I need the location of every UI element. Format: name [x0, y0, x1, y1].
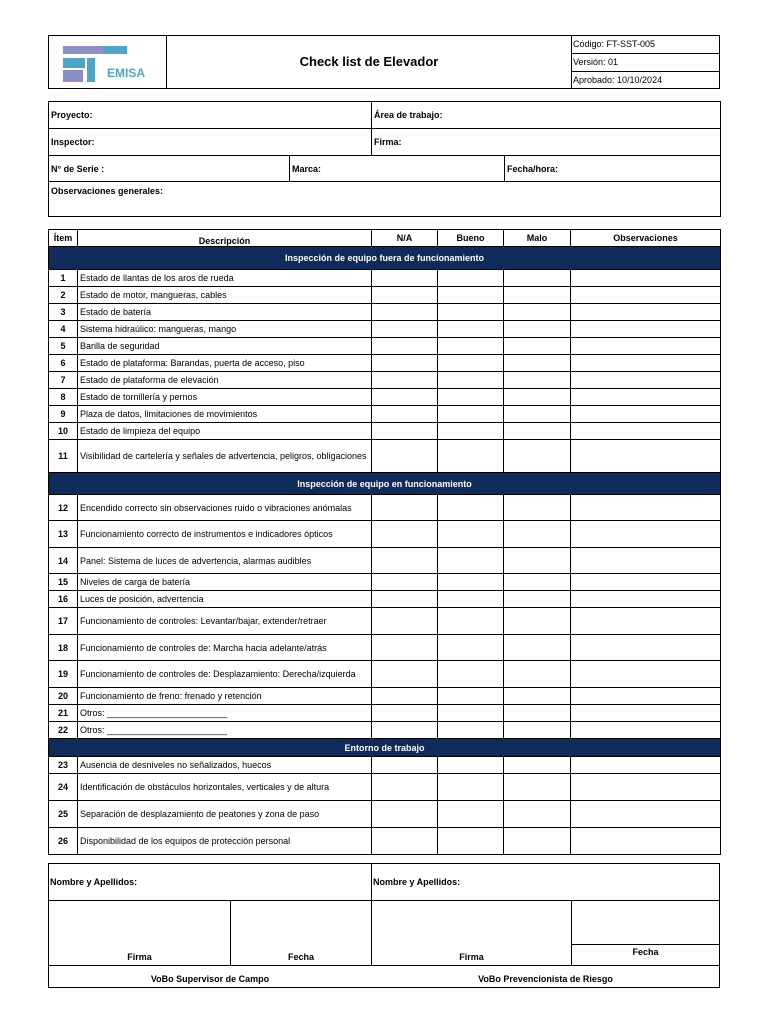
na-cell[interactable] — [372, 574, 438, 591]
bad-cell[interactable] — [504, 304, 571, 321]
item-number: 24 — [49, 774, 78, 801]
checklist-row — [49, 661, 721, 688]
item-description: Funcionamiento de freno: frenado y retención — [78, 688, 372, 705]
item-description: Otros: ________________________ — [78, 705, 372, 722]
bad-cell[interactable] — [504, 270, 571, 287]
observations-cell[interactable] — [571, 304, 721, 321]
observations-cell[interactable] — [571, 270, 721, 287]
observations-cell[interactable] — [571, 661, 721, 688]
item-number: 26 — [49, 828, 78, 855]
observations-field[interactable]: Observaciones generales: — [49, 182, 721, 217]
datetime-field[interactable]: Fecha/hora: — [505, 156, 721, 182]
na-cell[interactable] — [372, 389, 438, 406]
bad-cell[interactable] — [504, 321, 571, 338]
na-cell[interactable] — [372, 521, 438, 548]
na-cell[interactable] — [372, 591, 438, 608]
document-code: Código: FT-SST-005 — [572, 36, 719, 54]
col-bad: Malo — [504, 230, 571, 247]
bad-cell[interactable] — [504, 574, 571, 591]
checklist-row — [49, 423, 721, 440]
bad-cell[interactable] — [504, 521, 571, 548]
good-cell[interactable] — [438, 774, 504, 801]
firma-right-label[interactable]: Firma — [459, 952, 484, 962]
checklist-row — [49, 521, 721, 548]
firma-left-label[interactable]: Firma — [127, 952, 152, 962]
document-version: Versión: 01 — [572, 54, 719, 72]
bad-cell[interactable] — [504, 722, 571, 739]
checklist-row — [49, 406, 721, 423]
observations-cell[interactable] — [571, 635, 721, 661]
item-description: Encendido correcto sin observaciones ruido o vibraciones anómalas — [78, 495, 372, 521]
col-na: N/A — [372, 230, 438, 247]
na-cell[interactable] — [372, 801, 438, 828]
observations-cell[interactable] — [571, 774, 721, 801]
bad-cell[interactable] — [504, 705, 571, 722]
good-cell[interactable] — [438, 440, 504, 473]
work-area-field[interactable]: Área de trabajo: — [372, 102, 721, 129]
item-number: 5 — [49, 338, 78, 355]
item-description: Visibilidad de cartelería y señales de advertencia, peligros, obligaciones — [78, 440, 372, 473]
logo-cell — [49, 36, 167, 88]
logo-text: EMISA — [107, 66, 146, 80]
na-cell[interactable] — [372, 688, 438, 705]
section-title: Inspección de equipo fuera de funcionamiento — [49, 247, 721, 270]
item-number: 2 — [49, 287, 78, 304]
bad-cell[interactable] — [504, 828, 571, 855]
checklist-row — [49, 574, 721, 591]
bad-cell[interactable] — [504, 338, 571, 355]
item-number: 3 — [49, 304, 78, 321]
observations-cell[interactable] — [571, 355, 721, 372]
good-cell[interactable] — [438, 521, 504, 548]
good-cell[interactable] — [438, 757, 504, 774]
observations-cell[interactable] — [571, 495, 721, 521]
na-cell[interactable] — [372, 635, 438, 661]
item-description: Separación de desplazamiento de peatones y zona de paso — [78, 801, 372, 828]
fecha-left-label[interactable]: Fecha — [287, 952, 314, 962]
good-cell[interactable] — [438, 406, 504, 423]
observations-cell[interactable] — [571, 574, 721, 591]
checklist-row — [49, 440, 721, 473]
item-description: Funcionamiento de controles: Levantar/bajar, extender/retraer — [78, 608, 372, 635]
item-number: 21 — [49, 705, 78, 722]
item-number: 10 — [49, 423, 78, 440]
bad-cell[interactable] — [504, 591, 571, 608]
observations-cell[interactable] — [571, 521, 721, 548]
item-number: 17 — [49, 608, 78, 635]
observations-cell[interactable] — [571, 406, 721, 423]
observations-cell[interactable] — [571, 688, 721, 705]
item-description: Estado de motor, mangueras, cables — [78, 287, 372, 304]
item-number: 22 — [49, 722, 78, 739]
item-number: 23 — [49, 757, 78, 774]
observations-cell[interactable] — [571, 423, 721, 440]
fecha-right-label[interactable]: Fecha — [632, 947, 659, 957]
name-right-label: Nombre y Apellidos: — [373, 877, 461, 887]
good-cell[interactable] — [438, 495, 504, 521]
na-cell[interactable] — [372, 828, 438, 855]
good-cell[interactable] — [438, 722, 504, 739]
header-box — [48, 35, 720, 89]
bad-cell[interactable] — [504, 548, 571, 574]
item-number: 1 — [49, 270, 78, 287]
item-description: Luces de posición, advertencia — [78, 591, 372, 608]
checklist-row — [49, 705, 721, 722]
signatures-box — [48, 863, 720, 988]
checklist-row — [49, 774, 721, 801]
checklist-header-row — [49, 230, 721, 247]
observations-cell[interactable] — [571, 722, 721, 739]
bad-cell[interactable] — [504, 801, 571, 828]
section-title: Inspección de equipo en funcionamiento — [49, 473, 721, 495]
item-description: Funcionamiento de controles de: Marcha hacia adelante/atrás — [78, 635, 372, 661]
bad-cell[interactable] — [504, 440, 571, 473]
checklist-row — [49, 801, 721, 828]
item-description: Estado de plataforma: Barandas, puerta de acceso, piso — [78, 355, 372, 372]
checklist-row — [49, 389, 721, 406]
serial-field[interactable]: N° de Serie : — [49, 156, 290, 182]
observations-cell[interactable] — [571, 591, 721, 608]
good-cell[interactable] — [438, 574, 504, 591]
item-number: 20 — [49, 688, 78, 705]
checklist-row — [49, 355, 721, 372]
section-header — [49, 247, 721, 270]
observations-cell[interactable] — [571, 757, 721, 774]
good-cell[interactable] — [438, 688, 504, 705]
good-cell[interactable] — [438, 661, 504, 688]
observations-cell[interactable] — [571, 338, 721, 355]
document-approved: Aprobado: 10/10/2024 — [573, 75, 663, 85]
checklist-row — [49, 304, 721, 321]
good-cell[interactable] — [438, 372, 504, 389]
good-cell[interactable] — [438, 355, 504, 372]
item-description: Panel: Sistema de luces de advertencia, alarmas audibles — [78, 548, 372, 574]
item-number: 15 — [49, 574, 78, 591]
bad-cell[interactable] — [504, 355, 571, 372]
na-cell[interactable] — [372, 304, 438, 321]
observations-cell[interactable] — [571, 287, 721, 304]
item-number: 19 — [49, 661, 78, 688]
vobo-right-label: VoBo Prevencionista de Riesgo — [478, 974, 613, 984]
bad-cell[interactable] — [504, 389, 571, 406]
good-cell[interactable] — [438, 801, 504, 828]
item-description: Ausencia de desniveles no señalizados, huecos — [78, 757, 372, 774]
item-number: 14 — [49, 548, 78, 574]
item-description: Estado de plataforma de elevación — [78, 372, 372, 389]
item-number: 18 — [49, 635, 78, 661]
item-description: Plaza de datos, limitaciones de movimientos — [78, 406, 372, 423]
observations-cell[interactable] — [571, 705, 721, 722]
na-cell[interactable] — [372, 355, 438, 372]
item-description: Estado de batería — [78, 304, 372, 321]
inspector-field[interactable]: Inspector: — [49, 129, 372, 156]
item-number: 12 — [49, 495, 78, 521]
item-number: 13 — [49, 521, 78, 548]
na-cell[interactable] — [372, 440, 438, 473]
good-cell[interactable] — [438, 828, 504, 855]
na-cell[interactable] — [372, 338, 438, 355]
good-cell[interactable] — [438, 548, 504, 574]
good-cell[interactable] — [438, 270, 504, 287]
item-number: 7 — [49, 372, 78, 389]
observations-cell[interactable] — [571, 372, 721, 389]
na-cell[interactable] — [372, 705, 438, 722]
info-table — [48, 101, 721, 217]
item-description: Funcionamiento correcto de instrumentos e indicadores ópticos — [78, 521, 372, 548]
item-description: Otros: ________________________ — [78, 722, 372, 739]
item-description: Niveles de carga de batería — [78, 574, 372, 591]
item-description: Disponibilidad de los equipos de protección personal — [78, 828, 372, 855]
col-description: Descripción — [78, 230, 372, 247]
checklist-row — [49, 608, 721, 635]
item-description: Estado de llantas de los aros de rueda — [78, 270, 372, 287]
observations-cell[interactable] — [571, 608, 721, 635]
item-description: Estado de limpieza del equipo — [78, 423, 372, 440]
na-cell[interactable] — [372, 423, 438, 440]
bad-cell[interactable] — [504, 661, 571, 688]
col-observations: Observaciones — [571, 230, 721, 247]
checklist-row — [49, 548, 721, 574]
good-cell[interactable] — [438, 338, 504, 355]
project-field[interactable]: Proyecto: — [49, 102, 372, 129]
checklist-row — [49, 270, 721, 287]
section-header — [49, 473, 721, 495]
bad-cell[interactable] — [504, 757, 571, 774]
checklist-row — [49, 495, 721, 521]
good-cell[interactable] — [438, 389, 504, 406]
na-cell[interactable] — [372, 321, 438, 338]
na-cell[interactable] — [372, 287, 438, 304]
good-cell[interactable] — [438, 287, 504, 304]
good-cell[interactable] — [438, 608, 504, 635]
item-description: Sistema hidraúlico: mangueras, mango — [78, 321, 372, 338]
section-header — [49, 739, 721, 757]
checklist-row — [49, 321, 721, 338]
checklist-row — [49, 372, 721, 389]
item-number: 16 — [49, 591, 78, 608]
checklist-row — [49, 287, 721, 304]
item-description: Funcionamiento de controles de: Desplazamiento: Derecha/izquierda — [78, 661, 372, 688]
bad-cell[interactable] — [504, 423, 571, 440]
observations-cell[interactable] — [571, 548, 721, 574]
checklist-row — [49, 688, 721, 705]
checklist-row — [49, 828, 721, 855]
checklist-row — [49, 757, 721, 774]
checklist-row — [49, 591, 721, 608]
item-number: 6 — [49, 355, 78, 372]
item-number: 4 — [49, 321, 78, 338]
good-cell[interactable] — [438, 304, 504, 321]
vobo-left-label: VoBo Supervisor de Campo — [150, 974, 270, 984]
item-number: 8 — [49, 389, 78, 406]
checklist-table — [48, 229, 721, 855]
name-left-label: Nombre y Apellidos: — [50, 877, 138, 887]
observations-cell[interactable] — [571, 321, 721, 338]
na-cell[interactable] — [372, 722, 438, 739]
good-cell[interactable] — [438, 591, 504, 608]
bad-cell[interactable] — [504, 495, 571, 521]
bad-cell[interactable] — [504, 287, 571, 304]
bad-cell[interactable] — [504, 635, 571, 661]
section-title: Entorno de trabajo — [49, 739, 721, 757]
meta-cell — [571, 36, 719, 88]
bad-cell[interactable] — [504, 774, 571, 801]
brand-field[interactable]: Marca: — [290, 156, 505, 182]
item-description: Identificación de obstáculos horizontales, verticales y de altura — [78, 774, 372, 801]
item-description: Estado de tornillería y pernos — [78, 389, 372, 406]
na-cell[interactable] — [372, 406, 438, 423]
item-number: 9 — [49, 406, 78, 423]
signature-field[interactable]: Firma: — [372, 129, 721, 156]
good-cell[interactable] — [438, 321, 504, 338]
document-title: Check list de Elevador — [299, 54, 439, 69]
observations-cell[interactable] — [571, 828, 721, 855]
checklist-row — [49, 338, 721, 355]
good-cell[interactable] — [438, 635, 504, 661]
checklist-row — [49, 722, 721, 739]
na-cell[interactable] — [372, 372, 438, 389]
item-number: 11 — [49, 440, 78, 473]
na-cell[interactable] — [372, 270, 438, 287]
na-cell[interactable] — [372, 661, 438, 688]
na-cell[interactable] — [372, 548, 438, 574]
checklist-row — [49, 635, 721, 661]
na-cell[interactable] — [372, 757, 438, 774]
col-item: Ítem — [49, 230, 78, 247]
good-cell[interactable] — [438, 423, 504, 440]
bad-cell[interactable] — [504, 372, 571, 389]
good-cell[interactable] — [438, 705, 504, 722]
bad-cell[interactable] — [504, 688, 571, 705]
bad-cell[interactable] — [504, 406, 571, 423]
item-description: Barilla de seguridad — [78, 338, 372, 355]
observations-cell[interactable] — [571, 440, 721, 473]
item-number: 25 — [49, 801, 78, 828]
na-cell[interactable] — [372, 608, 438, 635]
observations-cell[interactable] — [571, 801, 721, 828]
na-cell[interactable] — [372, 495, 438, 521]
na-cell[interactable] — [372, 774, 438, 801]
bad-cell[interactable] — [504, 608, 571, 635]
col-good: Bueno — [438, 230, 504, 247]
observations-cell[interactable] — [571, 389, 721, 406]
